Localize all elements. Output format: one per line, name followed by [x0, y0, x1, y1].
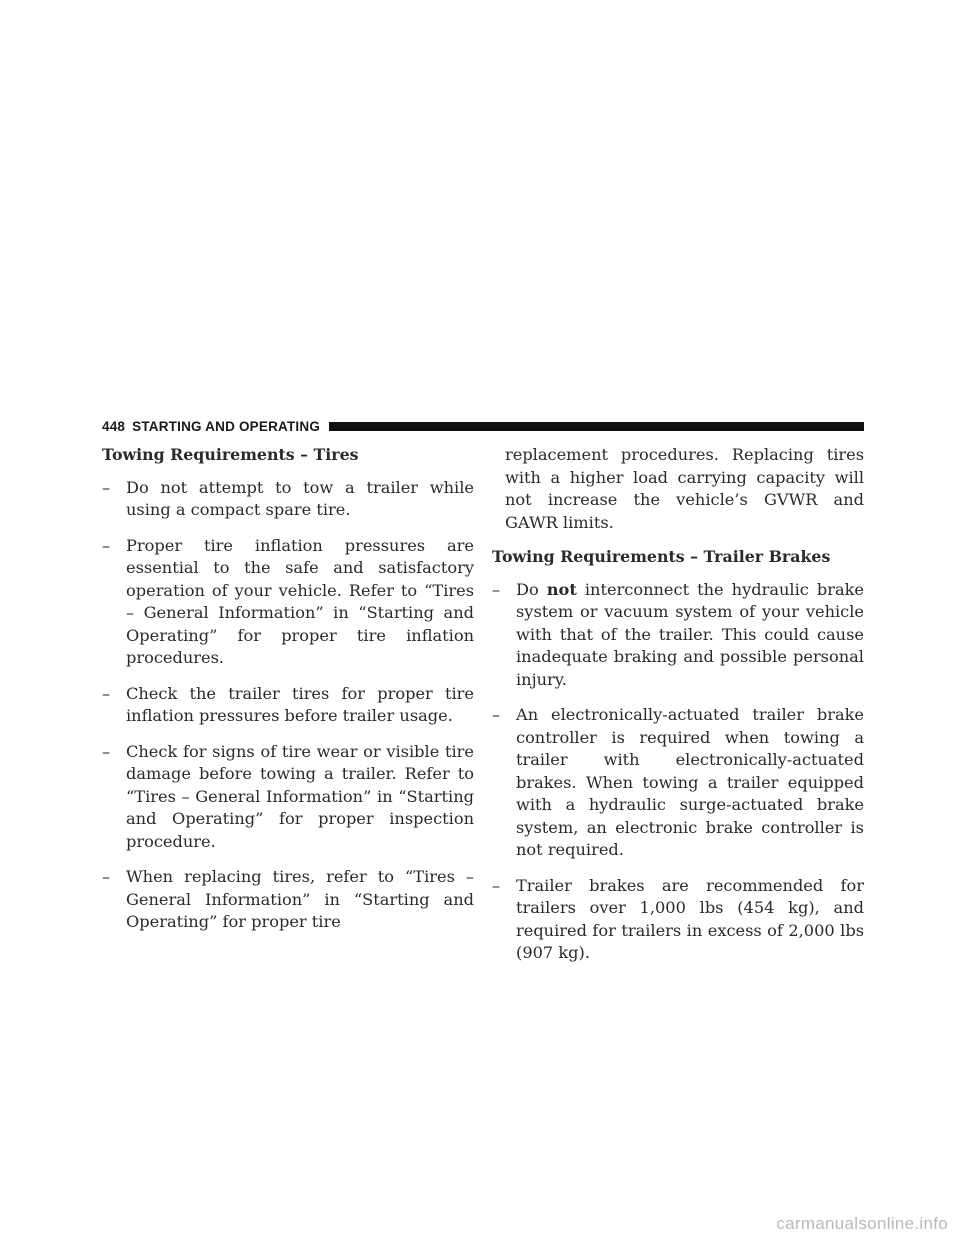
dash-marker: –: [102, 867, 111, 886]
list-item: [102, 741, 474, 854]
continued-text: replacement procedures. Replacing tires with a higher load carrying capacity will not increase the vehicle’s GVWR and GAWR limits.: [505, 445, 864, 532]
list-item-prefix: Do: [516, 579, 539, 599]
dash-marker: –: [102, 535, 111, 555]
watermark: carmanualsonline.info: [776, 1214, 948, 1233]
list-item: [492, 875, 864, 965]
tires-heading: Towing Requirements – Tires: [102, 445, 359, 464]
right-column: [492, 444, 864, 978]
list-item-text: Trailer brakes are recommended for trailers over 1,000 lbs (454 kg), and required for trailers in excess of 2,000 lbs (907 kg).: [516, 875, 864, 962]
list-item: [102, 866, 474, 934]
dash-marker: –: [492, 875, 501, 895]
emphasis-not: not: [546, 579, 577, 599]
dash-marker: –: [102, 683, 111, 703]
header-rule: [329, 422, 864, 431]
dash-marker: –: [102, 741, 111, 761]
list-item-text: Check for signs of tire wear or visible tire damage before towing a trailer. Refer to “Tires – General Information” in “Starting and Operating” for proper inspection procedure.: [126, 741, 474, 851]
page-number: 448: [102, 418, 126, 434]
page-header: [102, 419, 864, 433]
left-column: [102, 444, 474, 947]
trailer-brakes-heading: Towing Requirements – Trailer Brakes: [492, 547, 831, 566]
list-item-text: Do not attempt to tow a trailer while using a compact spare tire.: [126, 477, 474, 519]
list-item-text: Proper tire inflation pressures are essential to the safe and satisfactory operation of your vehicle. Refer to “Tires – General Information” in “Starting and Operating” for proper tire inflation procedures.: [126, 535, 474, 667]
list-item: [102, 477, 474, 522]
dash-marker: –: [102, 477, 111, 497]
list-item: [102, 535, 474, 670]
list-item-text: When replacing tires, refer to “Tires – General Information” in “Starting and Operating” for proper tire: [126, 867, 474, 931]
list-item: [492, 579, 864, 692]
section-title: STARTING AND OPERATING: [132, 418, 321, 434]
list-item: [102, 683, 474, 728]
list-item-text: interconnect the hydraulic brake system or vacuum system of your vehicle with that of the trailer. This could cause inadequate braking and possible personal injury.: [516, 579, 864, 689]
dash-marker: –: [492, 579, 501, 599]
list-item: [492, 704, 864, 862]
dash-marker: –: [492, 705, 501, 724]
list-item-text: An electronically-actuated trailer brake controller is required when towing a trailer with electronically-actuated brakes. When towing a trailer equipped with a hydraulic surge-actuated brake system, an electronic brake controller is not required.: [516, 705, 864, 859]
list-item-text: Check the trailer tires for proper tire inflation pressures before trailer usage.: [126, 683, 474, 725]
